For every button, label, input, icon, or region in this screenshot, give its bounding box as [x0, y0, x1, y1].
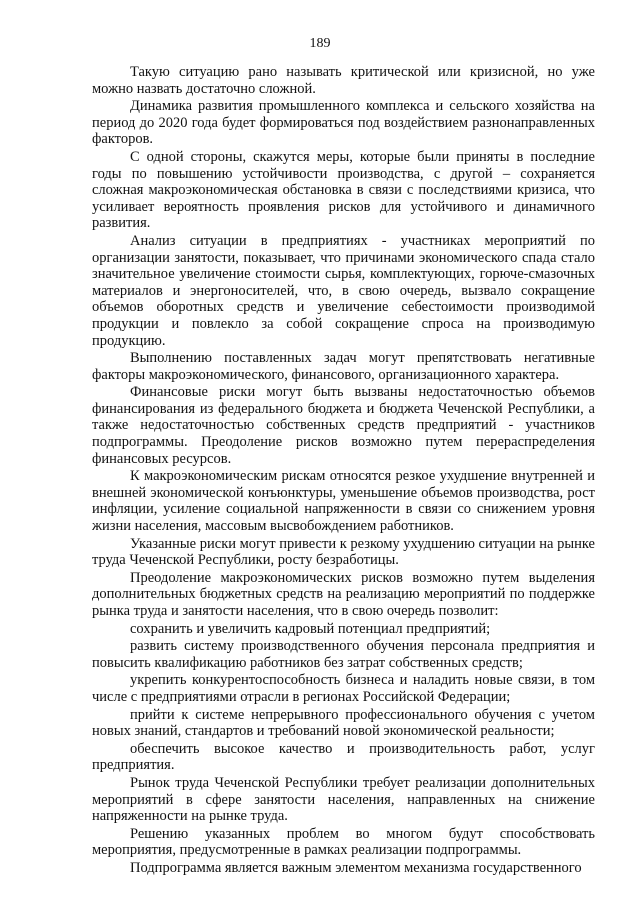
paragraph: Динамика развития промышленного комплекса и сельского хозяйства на период до 2020 года будет формироваться под воздействием разнонаправленных факторов. — [92, 98, 595, 148]
paragraph: К макроэкономическим рискам относятся резкое ухудшение внутренней и внешней экономической конъюнктуры, уменьшение объемов производства, рост инфляции, усиление социальной напряженности в связи со снижением уровня жизни населения, массовым высвобождением работников. — [92, 468, 595, 535]
paragraph: Подпрограмма является важным элементом механизма государственного — [130, 859, 582, 876]
paragraph: Такую ситуацию рано называть критической или кризисной, но уже можно назвать достаточно сложной. — [92, 64, 595, 97]
paragraph: Указанные риски могут привести к резкому ухудшению ситуации на рынке труда Чеченской Республики, росту безработицы. — [92, 535, 595, 569]
paragraph: Решению указанных проблем во многом будут способствовать мероприятия, предусмотренные в рамках реализации подпрограммы. — [92, 825, 595, 859]
paragraph: С одной стороны, скажутся меры, которые были приняты в последние годы по повышению устойчивости производства, с другой – сохраняется сложная макроэкономическая обстановка в связи с последствиями кризиса, что усиливает вероятность проявления рисков для устойчивого и динамичного развития. — [92, 148, 595, 232]
paragraph: Выполнению поставленных задач могут препятствовать негативные факторы макроэкономического, финансового, организационного характера. — [92, 350, 595, 383]
paragraph: Анализ ситуации в предприятиях - участниках мероприятий по организации занятости, показывает, что причинами экономического спада стало значительное увеличение стоимости сырья, комплектующих, горюче-смазочных материалов и энергоносителей, что, в свою очередь, вызвало сокращение объемов оборотных средств и увеличение себестоимости производимой продукции и повлекло за собой сокращение спроса на производимую продукцию. — [92, 232, 595, 349]
paragraph: Финансовые риски могут быть вызваны недостаточностью объемов финансирования из федерального бюджета и бюджета Чеченской Республики, а также недостаточностью собственных средств предприятий - участников подпрограммы. Преодоление рисков возможно путем перераспределения финансовых ресурсов. — [92, 384, 595, 467]
page-number: 189 — [309, 36, 331, 51]
list-item: обеспечить высокое качество и производительность работ, услуг предприятия. — [92, 740, 595, 774]
paragraph: Преодоление макроэкономических рисков возможно путем выделения дополнительных бюджетных средств на реализацию мероприятий по поддержке рынка труда и занятости населения, что в свою очередь позволит: — [92, 569, 595, 619]
paragraph: Рынок труда Чеченской Республики требует реализации дополнительных мероприятий в сфере занятости населения, направленных на снижение напряженности на рынке труда. — [92, 774, 595, 825]
list-item: прийти к системе непрерывного профессионального обучения с учетом новых знаний, стандартов и требований новой экономической реальности; — [92, 706, 595, 740]
list-item: укрепить конкурентоспособность бизнеса и наладить новые связи, в том числе с предприятиями отрасли в регионах Российской Федерации; — [92, 672, 595, 705]
body-text — [92, 64, 595, 877]
list-item: развить систему производственного обучения персонала предприятия и повысить квалификацию работников без затрат собственных средств; — [92, 638, 595, 671]
list-item: сохранить и увеличить кадровый потенциал предприятий; — [130, 620, 491, 637]
